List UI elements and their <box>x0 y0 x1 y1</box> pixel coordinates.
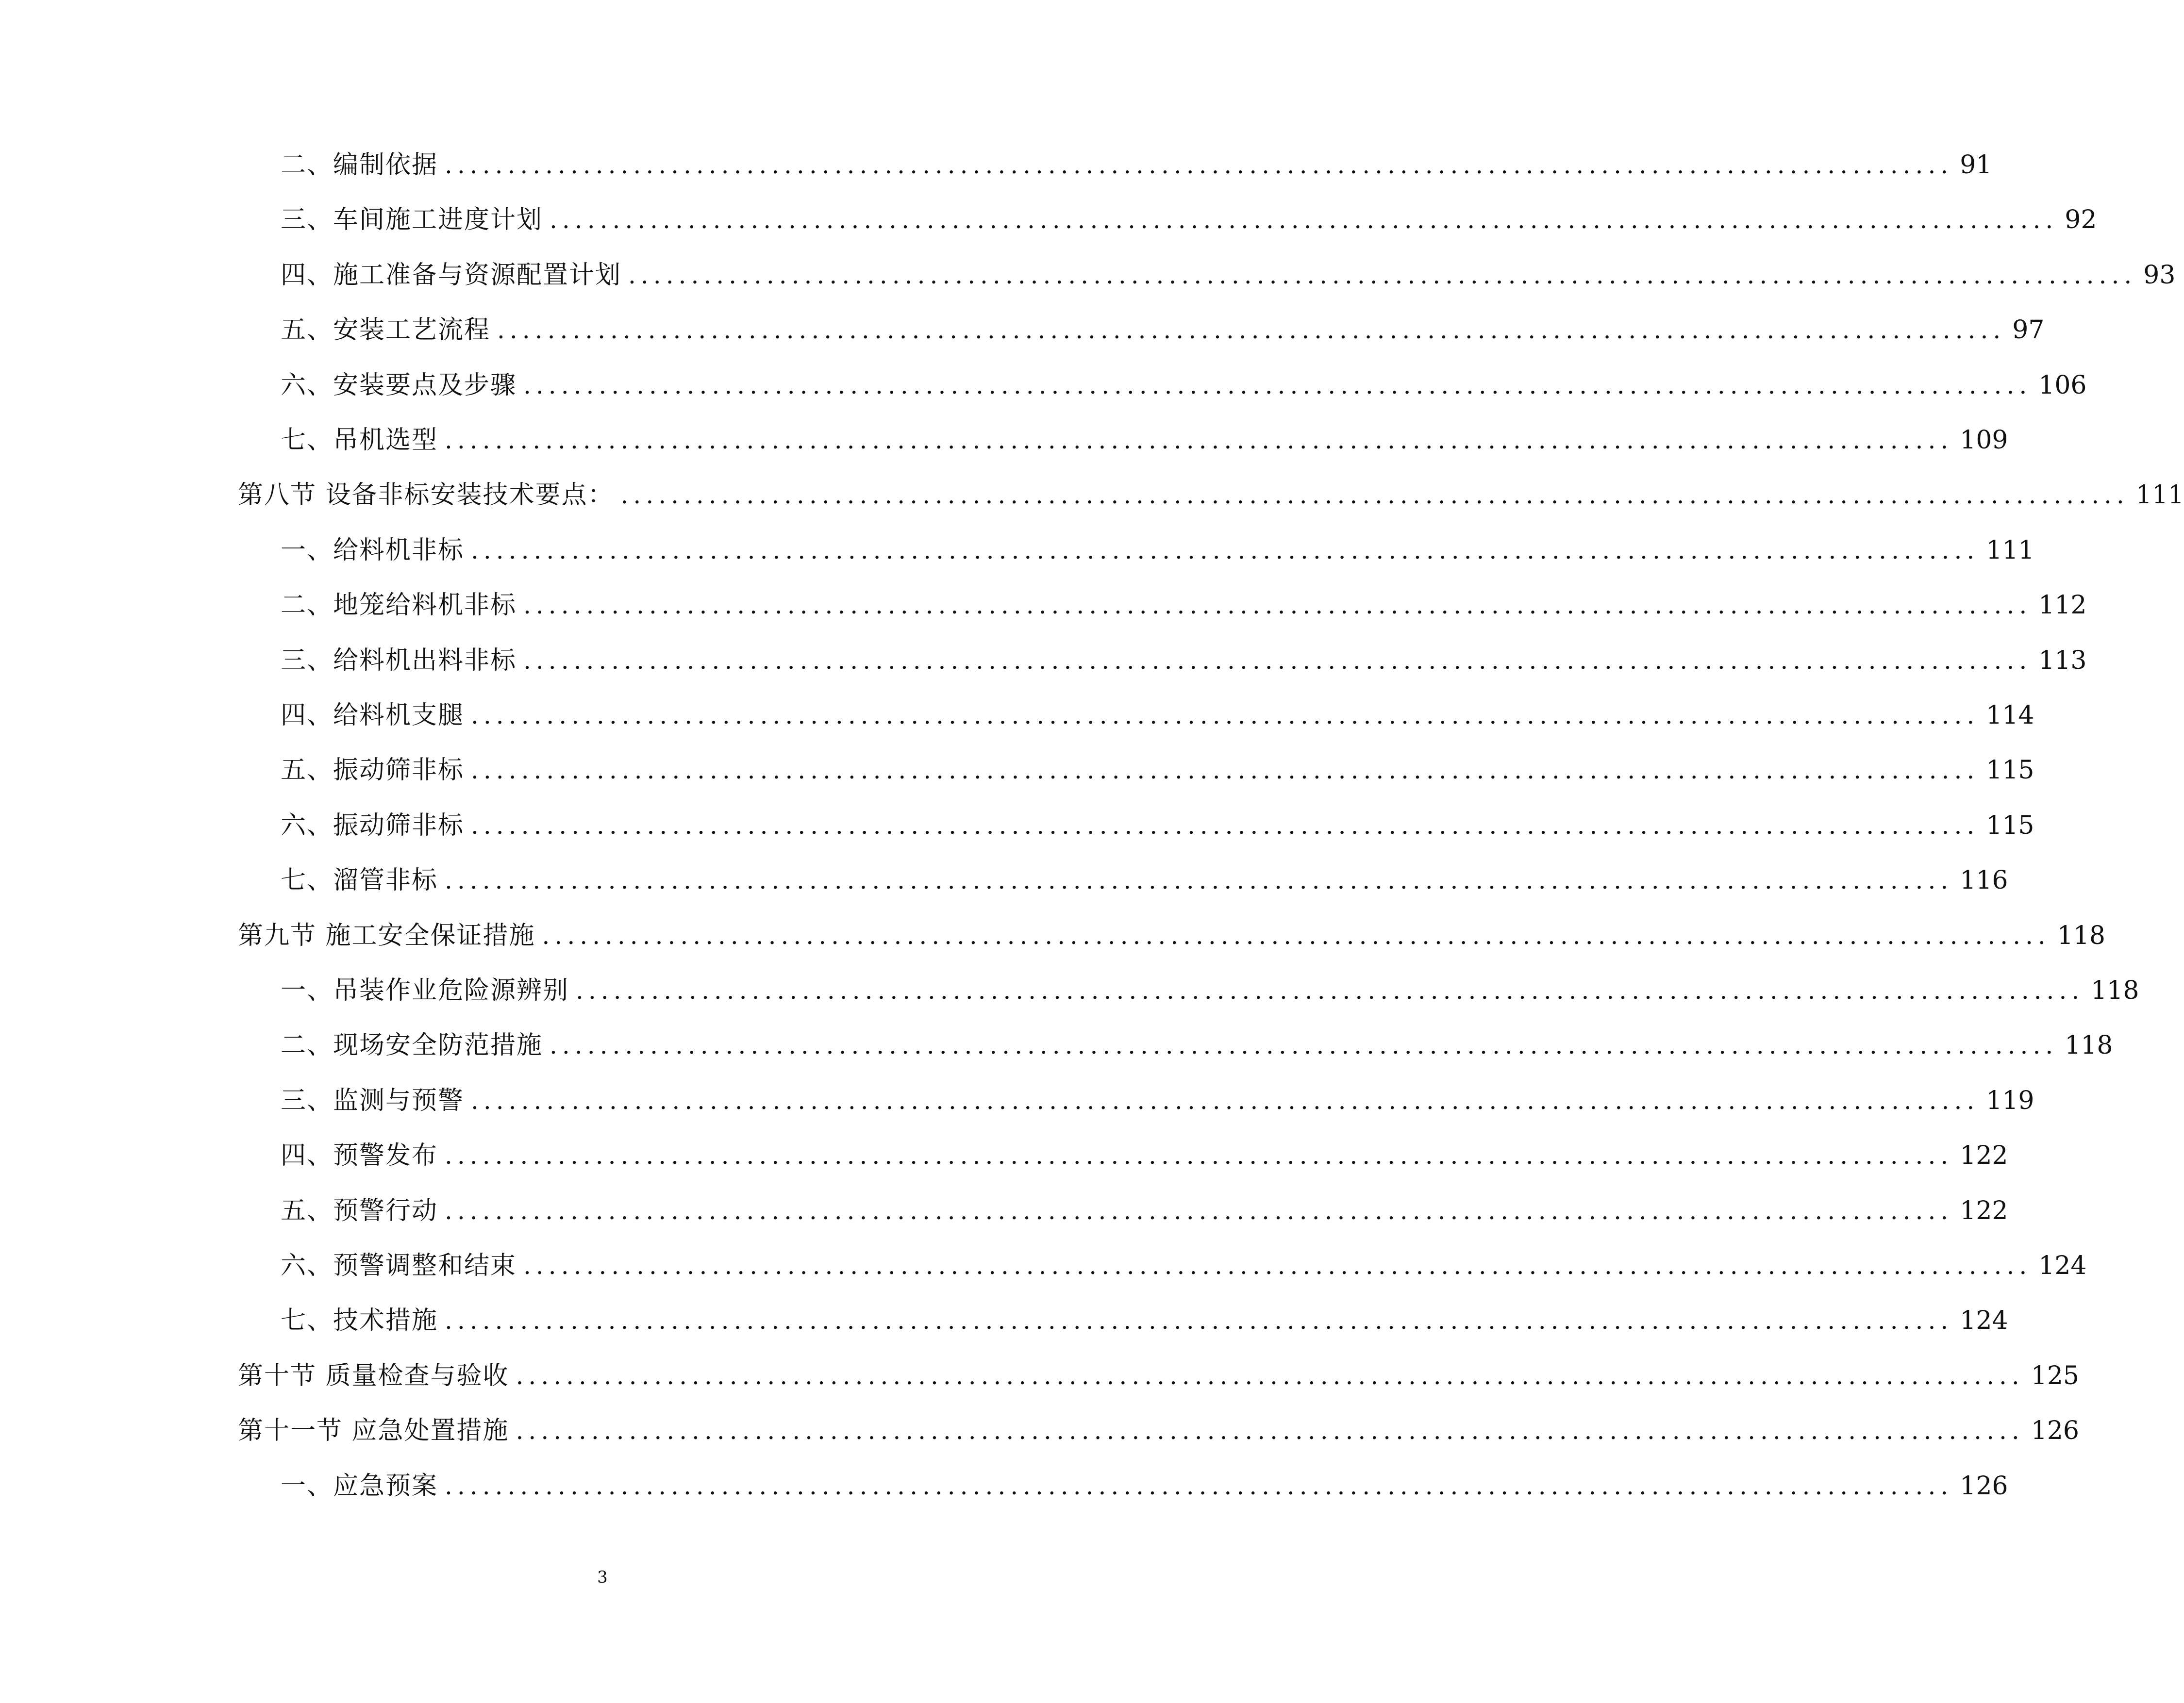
toc-entry[interactable] <box>281 1296 2008 1345</box>
toc-dot-leader: ........................................................................................................................ <box>445 866 1953 895</box>
toc-entry-title: 五、振动筛非标 <box>281 756 465 785</box>
toc-entry[interactable] <box>281 196 2097 244</box>
toc-entry-title: 二、现场安全防范措施 <box>281 1031 543 1060</box>
toc-entry-title: 六、安装要点及步骤 <box>281 370 517 400</box>
toc-entry-page: 118 <box>2057 921 2106 950</box>
toc-entry-page: 119 <box>1986 1086 2034 1115</box>
toc-entry[interactable] <box>281 526 2034 575</box>
toc-entry[interactable] <box>281 801 2034 850</box>
toc-entry-title: 二、地笼给料机非标 <box>281 591 517 620</box>
toc-dot-leader: ........................................................................................................................ <box>550 1031 2058 1060</box>
toc-dot-leader: ........................................................................................................................ <box>471 1086 1980 1115</box>
toc-dot-leader: ........................................................................................................................ <box>445 1472 1953 1500</box>
toc-entry[interactable] <box>238 471 2184 519</box>
toc-entry[interactable] <box>281 636 2087 685</box>
toc-entry-page: 113 <box>2038 645 2087 675</box>
toc-entry-page: 109 <box>1960 426 2008 455</box>
toc-entry-title: 四、预警发布 <box>281 1141 438 1171</box>
toc-dot-leader: ........................................................................................................................ <box>576 976 2084 1005</box>
toc-entry-page: 93 <box>2143 260 2176 290</box>
toc-entry-page: 115 <box>1986 756 2034 785</box>
toc-entry-title: 一、吊装作业危险源辨别 <box>281 976 569 1005</box>
toc-entry[interactable] <box>281 1462 2008 1510</box>
toc-entry-page: 115 <box>1986 810 2034 840</box>
toc-entry-title: 四、给料机支腿 <box>281 701 465 730</box>
toc-entry-page: 126 <box>1960 1471 2008 1501</box>
toc-dot-leader: ........................................................................................................................ <box>471 701 1980 729</box>
toc-dot-leader: ........................................................................................................................ <box>471 536 1980 564</box>
toc-dot-leader: ........................................................................................................................ <box>523 591 2032 620</box>
toc-entry[interactable] <box>281 856 2008 905</box>
toc-entry[interactable] <box>281 251 2176 299</box>
toc-entry-title: 七、溜管非标 <box>281 866 438 895</box>
toc-entry[interactable] <box>281 416 2008 464</box>
toc-entry-title: 一、应急预案 <box>281 1471 438 1501</box>
toc-entry-page: 125 <box>2031 1361 2080 1390</box>
toc-entry-title: 三、监测与预警 <box>281 1086 465 1115</box>
toc-entry-title: 五、安装工艺流程 <box>281 315 491 345</box>
toc-entry-page: 106 <box>2038 370 2087 400</box>
toc-entry-title: 二、编制依据 <box>281 150 438 180</box>
toc-entry-page: 112 <box>2038 591 2087 620</box>
toc-entry-title: 第八节 设备非标安装技术要点： <box>238 480 614 510</box>
toc-entry-title: 七、技术措施 <box>281 1306 438 1336</box>
toc-dot-leader: ........................................................................................................................ <box>523 1252 2032 1280</box>
toc-entry[interactable] <box>281 746 2034 794</box>
toc-dot-leader: ........................................................................................................................ <box>628 261 2137 289</box>
toc-entry-title: 六、振动筛非标 <box>281 810 465 840</box>
toc-entry-page: 124 <box>2038 1251 2087 1280</box>
toc-entry-page: 118 <box>2065 1031 2113 1060</box>
toc-entry-page: 122 <box>1960 1196 2008 1225</box>
toc-entry-title: 一、给料机非标 <box>281 535 465 565</box>
toc-entry-page: 111 <box>2135 480 2184 510</box>
toc-entry[interactable] <box>281 1187 2008 1235</box>
toc-entry-page: 91 <box>1960 150 1992 180</box>
toc-entry[interactable] <box>281 1076 2034 1125</box>
toc-entry-title: 第九节 施工安全保证措施 <box>238 921 535 950</box>
toc-dot-leader: ........................................................................................................................ <box>471 811 1980 840</box>
toc-entry[interactable] <box>281 691 2034 740</box>
toc-entry[interactable] <box>281 966 2139 1015</box>
toc-entry-title: 三、给料机出料非标 <box>281 645 517 675</box>
toc-entry[interactable] <box>281 141 1992 189</box>
toc-entry-page: 122 <box>1960 1141 2008 1171</box>
toc-entry[interactable] <box>281 361 2087 410</box>
toc-entry[interactable] <box>281 1021 2113 1070</box>
toc-dot-leader: ........................................................................................................................ <box>523 371 2032 399</box>
toc-entry[interactable] <box>238 1352 2080 1400</box>
toc-dot-leader: ........................................................................................................................ <box>516 1361 2024 1390</box>
toc-entry-title: 第十一节 应急处置措施 <box>238 1416 509 1446</box>
toc-dot-leader: ........................................................................................................................ <box>516 1417 2024 1445</box>
toc-entry-title: 第十节 质量检查与验收 <box>238 1361 509 1390</box>
toc-entry-page: 92 <box>2065 205 2097 235</box>
toc-entry-title: 五、预警行动 <box>281 1196 438 1225</box>
toc-dot-leader: ........................................................................................................................ <box>445 151 1953 179</box>
toc-entry[interactable] <box>238 911 2106 960</box>
toc-entry[interactable] <box>238 1406 2080 1455</box>
toc-entry-page: 118 <box>2091 976 2139 1005</box>
toc-entry-title: 七、吊机选型 <box>281 426 438 455</box>
toc-entry-page: 126 <box>2031 1416 2080 1446</box>
toc-dot-leader: ........................................................................................................................ <box>550 206 2058 234</box>
page-number: 3 <box>597 1568 608 1587</box>
toc-entry[interactable] <box>281 306 2045 354</box>
toc-entry-page: 114 <box>1986 701 2034 730</box>
toc-dot-leader: ........................................................................................................................ <box>445 426 1953 454</box>
toc-entry-page: 124 <box>1960 1306 2008 1336</box>
toc-dot-leader: ........................................................................................................................ <box>471 756 1980 785</box>
toc-dot-leader: ........................................................................................................................ <box>542 921 2051 950</box>
toc-entry[interactable] <box>281 581 2087 629</box>
toc-dot-leader: ........................................................................................................................ <box>445 1196 1953 1225</box>
toc-dot-leader: ........................................................................................................................ <box>620 481 2129 510</box>
toc-dot-leader: ........................................................................................................................ <box>523 646 2032 675</box>
toc-entry-title: 六、预警调整和结束 <box>281 1251 517 1280</box>
toc-dot-leader: ........................................................................................................................ <box>497 316 2006 345</box>
toc-entry-page: 116 <box>1960 866 2008 895</box>
toc-entry-title: 三、车间施工进度计划 <box>281 205 543 235</box>
toc-entry-title: 四、施工准备与资源配置计划 <box>281 260 622 290</box>
toc-dot-leader: ........................................................................................................................ <box>445 1141 1953 1170</box>
toc-dot-leader: ........................................................................................................................ <box>445 1306 1953 1335</box>
toc-entry-page: 97 <box>2012 315 2045 345</box>
toc-entry[interactable] <box>281 1131 2008 1180</box>
toc-entry[interactable] <box>281 1241 2087 1290</box>
toc-entry-page: 111 <box>1986 535 2034 565</box>
